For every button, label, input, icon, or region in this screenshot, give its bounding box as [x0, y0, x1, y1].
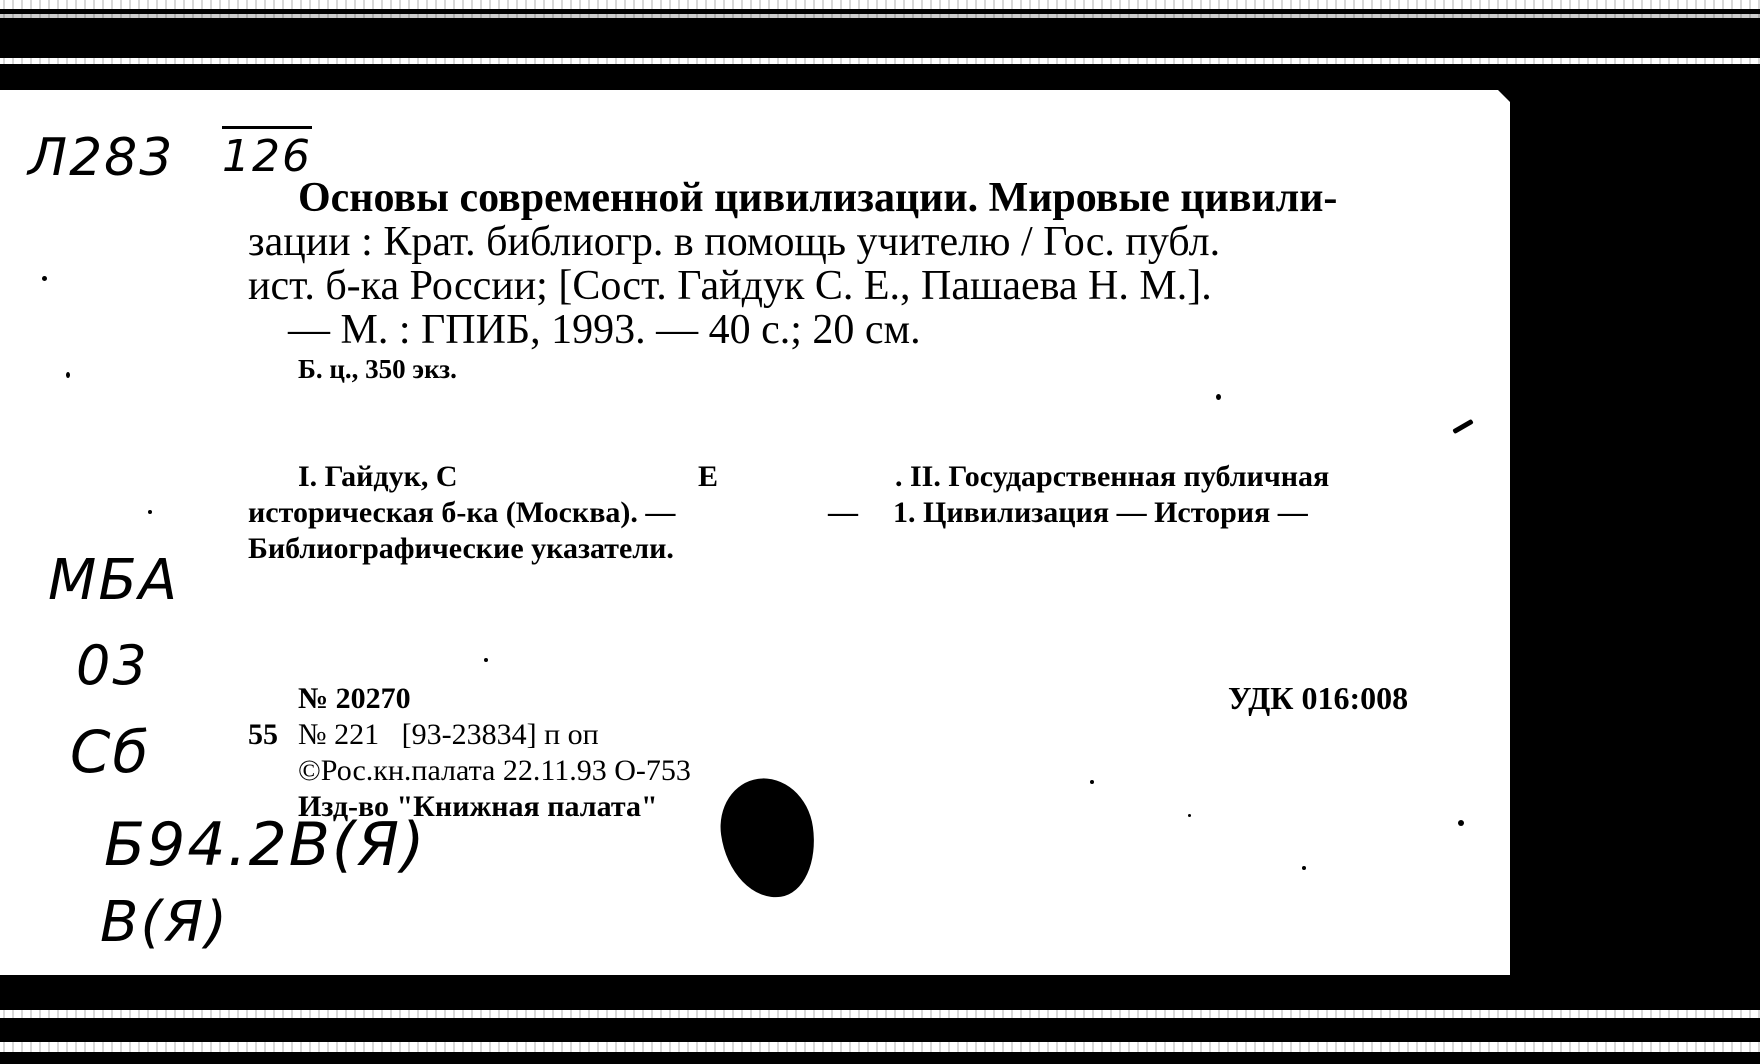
scanner-artifact-top-lower [0, 58, 1760, 64]
subject-line-2c: 1. Цивилизация — История — [893, 496, 1308, 529]
handwritten-margin-code-1: МБА [48, 548, 180, 613]
ink-blot [714, 772, 822, 904]
catalog-card [0, 90, 1510, 975]
card-number: № 20270 [298, 682, 411, 715]
title-line-3: ист. б-ка России; [Сост. Гайдук С. Е., Пашаева Н. М.]. [248, 263, 1212, 309]
handwritten-margin-code-2: 03 [76, 634, 149, 697]
scan-speck [1302, 866, 1306, 870]
scanner-artifact-top [0, 0, 1760, 9]
scan-mark [1452, 419, 1474, 434]
subject-line-2a: историческая б-ка (Москва). — [248, 496, 676, 529]
handwritten-classification-1: Б94.2В(Я) [104, 810, 427, 880]
scan-speck [1216, 394, 1221, 400]
subject-line-1c: . II. Государственная публичная [895, 460, 1330, 493]
imprint-prefix: 55 [248, 718, 278, 751]
scan-speck [484, 658, 488, 662]
scan-speck [1188, 814, 1191, 817]
title-line-2: зации : Крат. библиогр. в помощь учителю / Гос. публ. [248, 219, 1221, 265]
price-circulation: Б. ц., 350 экз. [298, 354, 457, 384]
imprint-line-3: Изд-во "Книжная палата" [298, 790, 658, 823]
scanner-artifact-bottom [0, 1010, 1760, 1018]
scan-speck [1458, 820, 1464, 826]
title-line-4: — М. : ГПИБ, 1993. — 40 с.; 20 см. [288, 307, 921, 353]
subject-line-1b: Е [698, 460, 719, 493]
scanner-artifact-bottom-lower [0, 1042, 1760, 1052]
title-line-1: Основы современной цивилизации. Мировые цивили- [298, 175, 1338, 221]
handwritten-call-number: Л283 [28, 128, 175, 188]
subject-line-3: Библиографические указатели. [248, 532, 674, 565]
imprint-line-1: № 221 [93-23834] п оп [298, 718, 599, 751]
udk-code: УДК 016:008 [1228, 680, 1409, 716]
handwritten-classification-2: В(Я) [100, 890, 230, 955]
handwritten-call-number-suffix: 126 [222, 126, 312, 182]
subject-line-1a: I. Гайдук, С [298, 460, 458, 493]
scan-speck [148, 510, 152, 514]
subject-line-2b: — [828, 496, 858, 529]
scan-speck [42, 276, 47, 281]
handwritten-margin-code-3: Сб [70, 718, 151, 786]
imprint-line-2: ©Рос.кн.палата 22.11.93 О-753 [298, 754, 691, 787]
scan-speck [1090, 780, 1094, 784]
scanner-artifact-top-thin [0, 14, 1760, 18]
scan-speck [66, 372, 70, 378]
